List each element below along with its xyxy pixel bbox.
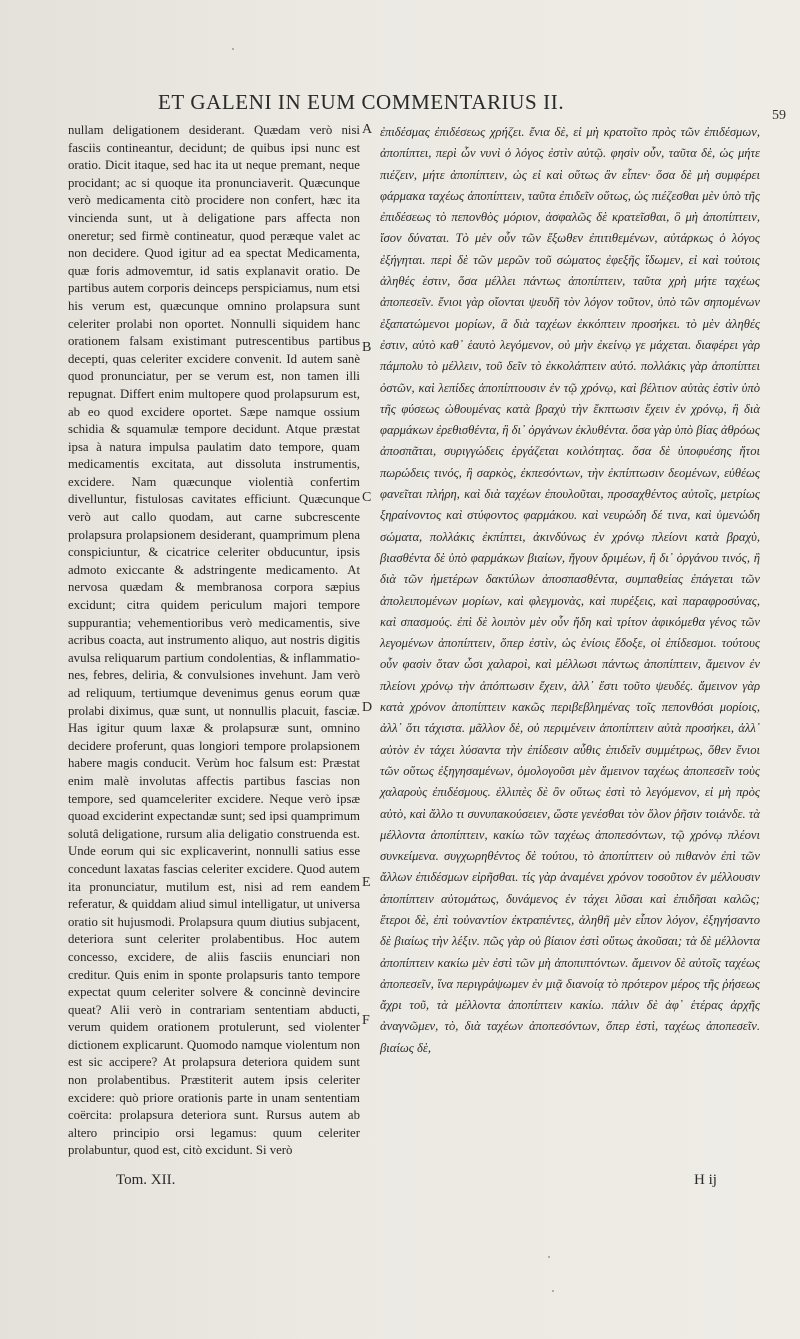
greek-column: [380, 122, 760, 1059]
margin-marker-f: F: [362, 1013, 370, 1028]
greek-paragraph: ἐπιδέσμας ἐπιδέσεως χρήζει. ἔνια δὲ, εἰ μὴ κρατοῖτο πρὸς τῶν ἐπιδέσμων, ἀποπίπτει, περὶ ὧν νυνὶ ὁ λόγος ἐστὶν αὐτῷ. φησὶν οὖν, ταῦτα δὲ, ὡς μήτε πιέζειν, μήτε ἀποπίπτειν, ὡς εἰ καὶ οὕτως ἂν εἶπεν· ὅσα δὲ μὴ συμφέρει φάρμακα ταχέως ἀποπίπτειν, ταῦτα ἐπιδεῖν οὕτως, ὡς πιέζεσθαι μὲν ὑπὸ τῆς ἐπιδέσεως τὸ πεπονθὸς μόριον, ἀσφαλῶς δὲ κρατεῖσθαι, ὃ μὴ ἀποπίπτειν, ἴσον δύναται. Τὸ μὲν οὖν τῶν ἔξωθεν ἐπιτιθεμένων, αὐτάρκως ὁ λόγος ἐξήγηται. περὶ δὲ τῶν μερῶν τοῦ σώματος ἐφεξῆς ἴδωμεν, εἰ καὶ τούτοις ἀληθές ἐστιν, ὅσα μέλλει πάντως ἀποπίπτειν, ταῦτα χρὴ μήτε ταχέως ἀποπεσεῖν. ἔνιοι γὰρ οἴονται ψευδῆ τὸν λόγον τοῦτον, ὑπὸ τῶν σηπομένων ἐξαπατώμενοι μορίων, ἃ διὰ ταχέων ἐκκόπτειν προσήκει. τὸ μὲν ἀληθές ἐστιν, αὐτὸ καθ᾽ ἑαυτὸ λεγόμενον, οὐ μὴν ἐκείνῳ γε μάχεται. διαφέρει γὰρ πάμπολυ τὸ μέλλειν, τοῦ δεῖν τὸ ἐκκολάπτειν αὐτό. πολλάκις γὰρ ἀποπίπτει ὀστῶν, καὶ λεπίδες ἀποπίπτουσιν ἐν τῷ χρόνῳ, καὶ βέλτιον αὐτὰς ἐστὶν ὑπὸ τῆς φύσεως ὠθουμένας κατὰ βραχὺ τὴν ἔκπτωσιν ἔχειν ἐν χρόνῳ, ἢ διὰ φαρμάκων ἐρεθισθέντα, ἢ δι᾽ ὀργάνων ἐκλυθέντα. ὅσα γὰρ ὑπὸ βίας ἀθρόως ἀποσπᾶται, συριγγώδεις ἐργάζεται κοιλότητας. ὅσα δὲ ὑποφυέσης ἤτοι πωρώδεις τινός, ἢ σαρκὸς, ἐκπεσόντων, τὴν ἐκπίπτωσιν δεομένων, εὐθέως φανεῖται πλήρη, καὶ διὰ ταχέων ἐπουλοῦται, προσαχθέντος αὐτοῖς, μετρίως ξηραίνοντος καὶ στύφοντος φαρμάκου. καὶ νευρώδη δέ τινα, καὶ ὑμενώδη σώματα, πολλάκις ἐκπίπτει, ἀκινδύνως ἐν χρόνῳ πλείονι κατὰ βραχὺ, βιασθέντα δὲ ὑπὸ φαρμάκων βιαίων, ἤγουν δριμέων, ἢ δι᾽ ὀργάνου τινός, ἢ διὰ τῶν ἡμετέρων δακτύλων ἀποσπασθέντα, συμπαθείας ἐπάγεται τῶν ἀπολειπομένων μορίων, καὶ φλεγμονὰς, καὶ πυρέξεις, καὶ παραφροσύνας, καὶ σπασμούς. ἐπὶ δὲ λοιπὸν μὲν οὖν ἤδη καὶ τρίτον ἀφικόμεθα γένος τῶν λεγομένων ἀποπίπτειν, ὅπερ ἐστὶν, ὡς ἐνίοις ἔδοξε, οἱ ἐπίδεσμοι. τούτους οὖν φασὶν ὅταν ὦσι χαλαροὶ, καὶ μέλλωσι πάντως ἀποπίπτειν, ἄμεινον ἐν πλείονι χρόνῳ τὴν ἀπόπτωσιν ἔχειν, ἀλλ᾽ ἔστι τοῦτο ψευδές. ἄμεινον γὰρ κατὰ χρόνον ἀποπίπτειν κακῶς περιβεβλημένας τοῖς πεπονθόσι μορίοις, ἀλλ᾽ ὅτι τάχιστα. μᾶλλον δὲ, οὐ περιμένειν ἀποπίπτειν αὐτὰ προσήκει, ἀλλ᾽ αὐτὸν ἐν τάχει λύσαντα τὴν ἐπίδεσιν αὖθις ἐπιδεῖν συμμέτρως, ὅθεν ἔνιοι τῶν οὕτως ἐξηγησαμένων, ὁμολογοῦσι μὲν ἄμεινον ταχέως ἀποπεσεῖν τοὺς χαλαροὺς ἐπιδέσμους. ἐλλιπὲς δὲ ὂν οὕτως ἐστὶ τὸ λεγόμενον, εἰ μὴ πρὸς αὐτὸ, καὶ ἄλλο τι συνυπακούσειεν, ὥστε γενέσθαι τὸν ὅλον ῥῆσιν τοιάνδε. τὰ μέλλοντα ἀποπίπτειν, κακίω τῶν ταχέως ἀποπεσόντων, τῷ χρόνῳ πλέονι συνκείμενα. συγχωρηθέντος δὲ τούτου, τὸ ἀποπίπτειν οὐ πιθανὸν ἐπὶ τῶν ἄλλων ἐπιδέσμων εἰρῆσθαι. τίς γὰρ ἀναμένει χρόνον τοσοῦτον ἐν μέλλουσιν ἀποπίπτειν αὐτομάτως, δυνάμενος ἐν τάχει λῦσαι καὶ ἐπιδῆσαι καλῶς; ἕτεροι δὲ, ἐπὶ τοὐναντίον ἐκτραπέντες, ἀληθῆ μὲν εἶπον λόγον, ἐξηγήσαντο δὲ βιαίως τὴν λέξιν. πῶς γὰρ οὐ βίαιον ἐστὶ οὕτως ἀκοῦσαι; τὰ δὲ μέλλοντα ἀποπίπτειν κακίω μὲν ἐστὶ τῶν μὴ ἀποπιπτόντων. ἄμεινον δὲ αὐτοῖς ταχέως ἀποπεσεῖν, ἵνα περιγράψωμεν ἐν μιᾷ διανοίᾳ τὸ πρότερον μέρος τῆς ῥήσεως ἄχρι τοῦ, τὰ μέλλοντα ἀποπίπτειν κακίω. πάλιν δὲ ἀφ᾽ ἑτέρας ἀρχῆς ἀναγνῶμεν, τὸ, διὰ ταχέων ἀποπεσόντων, ὅπερ ἐστὶ, ταχέως ἀποπεσεῖν. βιαίως δὲ,: [380, 125, 761, 1055]
running-title: ET GALENI IN EUM COMMENTARIUS II.: [158, 90, 565, 114]
paper-speck: [232, 48, 234, 50]
paper-speck: [548, 1256, 550, 1258]
latin-column: [68, 122, 360, 1160]
signature-mark: H ij: [694, 1172, 717, 1188]
margin-marker-c: C: [362, 490, 372, 505]
margin-marker-e: E: [362, 875, 371, 890]
paper-speck: [552, 1290, 554, 1292]
page-header: [0, 88, 800, 123]
margin-marker-d: D: [362, 700, 373, 715]
margin-marker-a: A: [362, 122, 373, 137]
latin-paragraph: nullam deligationem desiderant. Quædam verò nisi fasciis contineantur, decidunt; de quibus ipsi nunc est oratio. Dicit itaque, sed hac ita ut neque premant, neque procidant; ac si quoque ita pronunciaverit. Quæcunque verò medicamenta citò procidere non confert, hæc ita vincienda sunt, ut à deligatione pars affecta non oneretur; sed firmè contineatur, quod peræque valet ac non decidere. Quod igitur ad ea spectat Medicamenta, quæ foris admovemtur, id satis explanavit oratio. De partibus autem corporis deinceps perspiciamus, num etsi his verum est, quæcunque omnino prolapsura sunt celeriter prolabi non oportet. Nonnulli siquidem hanc orationem falsam existimant putrescentibus partibus decepti, quas celeriter excidere convenit. Id autem sanè quod pronunciatur, per se verum est, non tamen illi repugnat. Differt enim multopere quod prolapsurum est, ab eo quod excidere oportet. Sæpe namque ossium schidia & squamulæ tempore decidunt. Atque præstat ipsa à natura impulsa paulatim dato tempore, quam medicamentis excitata, aut dissoluta instrumentis, excidere. Nam quæcunque violentià confertim divelluntur, fistulosas cavitates efficiunt. Quæcunque verò aut callo quodam, aut carne subcrescente prolapsura prolapsionem desiderant, quamprimum plena conspiciuntur, & cicatrice celeriter obducuntur, ipsis admoto exiccante & adstringente medicamento. At nervosa quædam & membranosa corpora sæpius excidunt; citra quidem periculum majori tempore suppurantia; vehementioribus verò medicamentis, sive acribus coacta, aut instrumento aliquo, aut nostris digitis avulsa reliquarum partium condolentias, & inflammationes, febres, deliria, & convulsiones invehunt. Jam verò ad reliquum, tertiumque devenimus genus eorum quæ prolabi diximus, quæ sunt, ut nonnullis placuit, fasciæ. Has igitur quum laxæ & prolapsuræ sunt, omnino decidere proferunt, quas longiori tempore prolapsionem habere magis conducit. Verùm hoc falsum est: Præstat enim malè involutas affectis partibus fascias non tempore, sed quamceleriter excidere. Neque verò ipsæ quoad exciderint expectandæ sunt; sed ipsi quamprimum solutâ deligatione, rursum alia deligatio construenda est. Unde eorum qui sic explicaverint, nonnulli satius esse concedunt laxatas fascias celeriter excidere. Quod autem ita pronunciatur, mutilum est, nisi ad rem eandem referatur, & quiddam aliud simul intelligatur, ut universa oratio sit hujusmodi. Prolapsura quum diutius subjacent, deteriora sunt celeriter prolabentibus. Hoc autem concesso, excidere, de aliis fasciis enunciari non creditur. Quis enim in sponte prolapsuris tanto tempore expectat quum celeriter solvere & concinnè devincire queat? Alii verò in contrariam sententiam abducti, verum quidem orationem protulerunt, sed violenter dictionem explicarunt. Quomodo namque violentum non est sic accipere? At prolapsura deteriora quidem sunt non prolabentibus. Præstiterit autem ipsis celeriter excidere: quò priore orationis parte in unam sententiam coërcita: prolapsura deteriora sunt. Rursus autem ab altero principio orsi legamus: quum celeriter prolabuntur, quod est, citò excidunt. Si verò: [68, 123, 360, 1158]
volume-label: Tom. XII.: [116, 1172, 176, 1188]
page-number: 59: [772, 108, 786, 123]
margin-marker-b: B: [362, 340, 372, 355]
